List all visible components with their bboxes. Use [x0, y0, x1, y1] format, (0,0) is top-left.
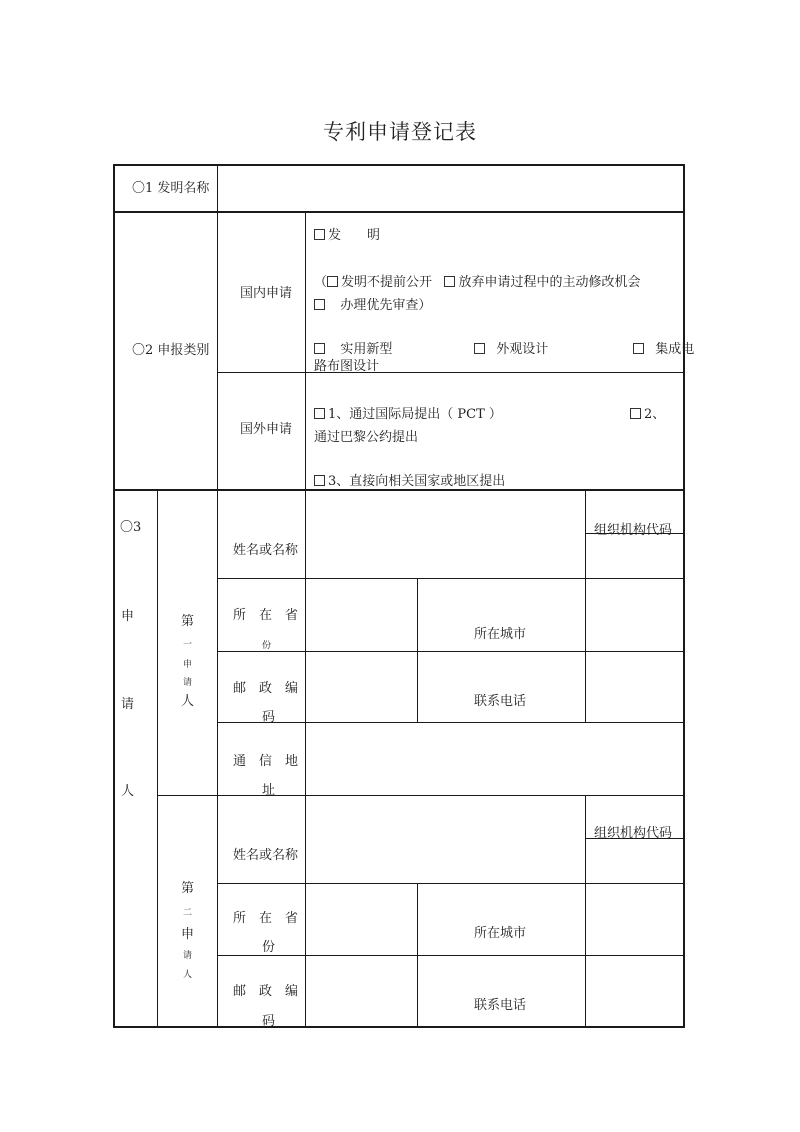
pct-label: 1、通过国际局提出（ PCT ）	[328, 407, 502, 422]
checkbox-icon	[630, 408, 641, 419]
paris-option[interactable]	[630, 407, 665, 423]
not-early-publish-label: 发明不提前公开	[341, 275, 433, 290]
second-applicant-char: 人	[183, 970, 193, 980]
second-applicant-char: 二	[183, 908, 193, 918]
direct-label: 3、直接向相关国家或地区提出	[328, 474, 506, 489]
postal-label-tail: 码	[262, 710, 276, 725]
checkbox-icon[interactable]	[444, 276, 455, 287]
org-code-label: 组织机构代码	[594, 523, 673, 538]
phone-label: 联系电话	[474, 694, 527, 709]
postal-label-tail: 码	[262, 1014, 276, 1029]
ic-layout-label-a: 集成电	[655, 342, 695, 357]
province-label-tail: 份	[262, 940, 276, 955]
foreign-label: 国外申请	[240, 422, 293, 437]
checkbox-icon	[633, 343, 644, 354]
domestic-options-line	[314, 275, 640, 291]
first-applicant-char: 一	[183, 640, 193, 650]
waive-amend-label: 放弃申请过程中的主动修改机会	[458, 275, 641, 290]
utility-model-label: 实用新型	[340, 342, 393, 357]
first-applicant-char: 人	[181, 694, 195, 709]
postal-label: 邮 政 编	[233, 984, 299, 999]
province-label: 所 在 省	[233, 911, 299, 926]
checkbox-icon	[314, 343, 325, 354]
province-label-tail: 份	[262, 641, 272, 651]
paris-label-b: 通过巴黎公约提出	[314, 430, 419, 445]
city-label: 所在城市	[474, 926, 527, 941]
applicant-section-number: 〇3	[120, 520, 142, 535]
first-applicant-char: 第	[181, 614, 195, 629]
address-label-tail: 址	[262, 783, 276, 798]
name-label: 姓名或名称	[233, 543, 299, 558]
second-applicant-char: 申	[181, 927, 195, 942]
ic-layout-option[interactable]	[633, 342, 694, 358]
application-type-label: 〇2 申报类别	[132, 343, 210, 358]
page-title: 专利申请登记表	[323, 120, 477, 144]
priority-exam-label: 办理优先审查）	[340, 298, 432, 313]
checkbox-icon[interactable]	[327, 276, 338, 287]
name-label: 姓名或名称	[233, 848, 299, 863]
domestic-label: 国内申请	[240, 286, 293, 301]
province-label: 所 在 省	[233, 608, 299, 623]
invention-option[interactable]	[314, 228, 380, 244]
postal-label: 邮 政 编	[233, 681, 299, 696]
priority-exam-option[interactable]	[314, 298, 431, 314]
org-code-label: 组织机构代码	[594, 826, 673, 841]
first-applicant-char: 申	[183, 660, 193, 670]
first-applicant-char: 请	[183, 678, 193, 688]
pct-option[interactable]	[314, 407, 502, 423]
design-label: 外观设计	[496, 342, 549, 357]
ic-layout-label-b: 路布图设计	[314, 359, 380, 374]
phone-label: 联系电话	[474, 998, 527, 1013]
second-applicant-char: 请	[183, 951, 193, 961]
paris-label-a: 2、	[644, 407, 666, 422]
checkbox-icon	[314, 299, 325, 310]
address-label: 通 信 地	[233, 754, 299, 769]
checkbox-icon	[474, 343, 485, 354]
applicant-section-char: 申	[121, 609, 135, 624]
design-option[interactable]	[474, 342, 548, 358]
checkbox-icon	[314, 229, 325, 240]
city-label: 所在城市	[474, 627, 527, 642]
open-paren: （	[314, 275, 328, 290]
checkbox-icon	[314, 408, 325, 419]
checkbox-icon	[314, 475, 325, 486]
applicant-section-char: 请	[121, 697, 135, 712]
second-applicant-char: 第	[181, 881, 195, 896]
applicant-section-char: 人	[121, 784, 135, 799]
utility-model-option[interactable]	[314, 342, 392, 358]
invention-option-label: 发 明	[328, 228, 381, 243]
invention-name-label: 〇1 发明名称	[132, 181, 210, 196]
direct-option[interactable]	[314, 474, 505, 490]
